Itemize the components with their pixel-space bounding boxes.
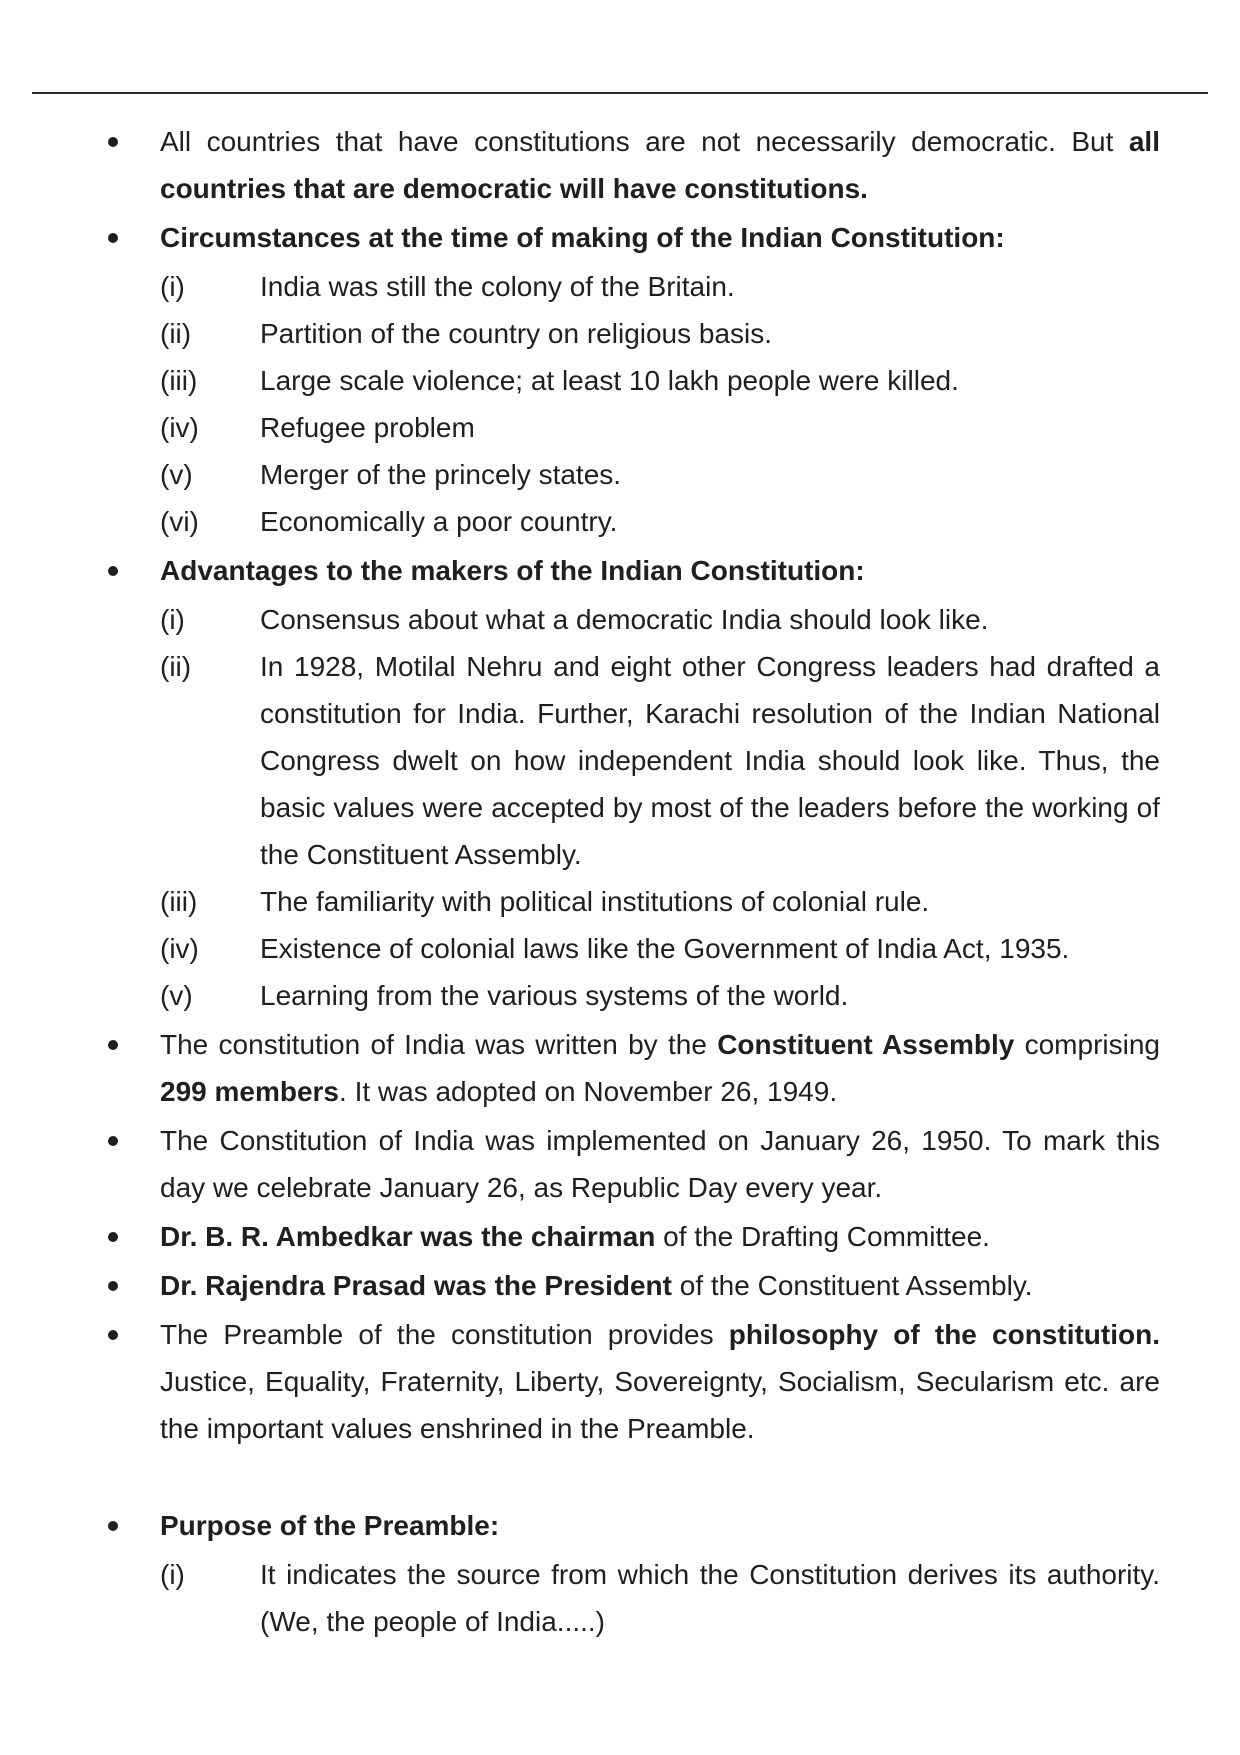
list-item bbox=[0, 498, 1240, 545]
spacer bbox=[0, 1454, 1240, 1502]
list-item-text: Learning from the various systems of the world. bbox=[260, 980, 849, 1011]
header-rule bbox=[32, 92, 1208, 94]
bullet-text: The Preamble of the constitution provides bbox=[160, 1319, 729, 1350]
bullet-text: . It was adopted on November 26, 1949. bbox=[339, 1076, 838, 1107]
list-item-number: (iii) bbox=[160, 365, 198, 396]
list-item-text: It indicates the source from which the Constitution derives its authority. (We, the people of India.....) bbox=[260, 1559, 1160, 1637]
list-item-text: Partition of the country on religious basis. bbox=[260, 318, 773, 349]
bullet-advantages-heading bbox=[0, 547, 1240, 594]
bullet-text: of the Drafting Committee. bbox=[655, 1221, 990, 1252]
list-item-text: Economically a poor country. bbox=[260, 506, 618, 537]
list-item-number: (iii) bbox=[160, 886, 198, 917]
list-item-number: (ii) bbox=[160, 318, 192, 349]
list-item-number: (iv) bbox=[160, 933, 199, 964]
advantages-list bbox=[0, 596, 1240, 1019]
bullet-text: Justice, Equality, Fraternity, Liberty, Sovereignty, Socialism, Secularism etc. are the important values enshrined in the Preamble. bbox=[160, 1366, 1160, 1444]
bullet-purpose-heading bbox=[0, 1502, 1240, 1549]
list-item-text: The familiarity with political institutions of colonial rule. bbox=[260, 886, 930, 917]
bullet-preamble-philosophy bbox=[0, 1311, 1240, 1452]
bullet-bold-text: Constituent Assembly bbox=[717, 1029, 1015, 1060]
list-item-number: (vi) bbox=[160, 506, 199, 537]
bullet-circumstances-heading bbox=[0, 214, 1240, 261]
bullet-bold-text: philosophy of the constitution. bbox=[728, 1319, 1161, 1350]
list-item bbox=[0, 643, 1240, 878]
list-item bbox=[0, 310, 1240, 357]
bullet-bold-text: Dr. B. R. Ambedkar was the chairman bbox=[160, 1221, 656, 1252]
list-item-number: (i) bbox=[160, 604, 185, 635]
circumstances-list bbox=[0, 263, 1240, 545]
bullet-constituent-assembly bbox=[0, 1021, 1240, 1115]
bullet-dot bbox=[108, 1281, 118, 1291]
bullet-dot bbox=[108, 566, 118, 576]
list-item-number: (v) bbox=[160, 980, 193, 1011]
list-item bbox=[0, 404, 1240, 451]
bullet-dot bbox=[108, 1330, 118, 1340]
bullet-text: of the Constituent Assembly. bbox=[671, 1270, 1033, 1301]
bullet-constitutions-democracy bbox=[0, 118, 1240, 212]
section-heading: Purpose of the Preamble: bbox=[160, 1510, 500, 1541]
bullet-text: comprising bbox=[1014, 1029, 1160, 1060]
list-item bbox=[0, 878, 1240, 925]
bullet-ambedkar bbox=[0, 1213, 1240, 1260]
list-item-text: Existence of colonial laws like the Government of India Act, 1935. bbox=[260, 933, 1070, 964]
bullet-republic-day bbox=[0, 1117, 1240, 1211]
bullet-dot bbox=[108, 233, 118, 243]
bullet-text: All countries that have constitutions are not necessarily democratic. But bbox=[160, 126, 1129, 157]
list-item-number: (v) bbox=[160, 459, 193, 490]
document-body bbox=[0, 118, 1240, 1647]
list-item bbox=[0, 972, 1240, 1019]
list-item bbox=[0, 451, 1240, 498]
bullet-dot bbox=[108, 1521, 118, 1531]
list-item-number: (i) bbox=[160, 271, 185, 302]
list-item-number: (i) bbox=[160, 1559, 185, 1590]
bullet-rajendra-prasad bbox=[0, 1262, 1240, 1309]
purpose-list bbox=[0, 1551, 1240, 1645]
bullet-dot bbox=[108, 1040, 118, 1050]
bullet-text: The constitution of India was written by the bbox=[160, 1029, 718, 1060]
section-heading: Advantages to the makers of the Indian Constitution: bbox=[160, 555, 865, 586]
bullet-dot bbox=[108, 1136, 118, 1146]
bullet-dot bbox=[108, 137, 118, 147]
section-heading: Circumstances at the time of making of the Indian Constitution: bbox=[160, 222, 1005, 253]
bullet-dot bbox=[108, 1232, 118, 1242]
bullet-bold-text: Dr. Rajendra Prasad was the President bbox=[160, 1270, 672, 1301]
list-item bbox=[0, 596, 1240, 643]
list-item-text: Consensus about what a democratic India should look like. bbox=[260, 604, 989, 635]
list-item-text: Refugee problem bbox=[260, 412, 475, 443]
list-item bbox=[0, 357, 1240, 404]
list-item bbox=[0, 925, 1240, 972]
list-item-number: (ii) bbox=[160, 651, 192, 682]
bullet-bold-text: 299 members bbox=[160, 1076, 340, 1107]
list-item-text: In 1928, Motilal Nehru and eight other Congress leaders had drafted a constitution for India. Further, Karachi resolution of the Indian National Congress dwelt on how independent India should look like. Thus, the basic values were accepted by most of the leaders before the working of the Constituent Assembly. bbox=[260, 651, 1160, 870]
list-item-text: Large scale violence; at least 10 lakh people were killed. bbox=[260, 365, 959, 396]
list-item bbox=[0, 1551, 1240, 1645]
bullet-text: The Constitution of India was implemented on January 26, 1950. To mark this day we celebrate January 26, as Republic Day every year. bbox=[160, 1125, 1160, 1203]
list-item bbox=[0, 263, 1240, 310]
list-item-text: Merger of the princely states. bbox=[260, 459, 622, 490]
list-item-text: India was still the colony of the Britain. bbox=[260, 271, 735, 302]
list-item-number: (iv) bbox=[160, 412, 199, 443]
bullet-bold-text: all countries that are democratic will have constitutions. bbox=[160, 126, 1160, 204]
